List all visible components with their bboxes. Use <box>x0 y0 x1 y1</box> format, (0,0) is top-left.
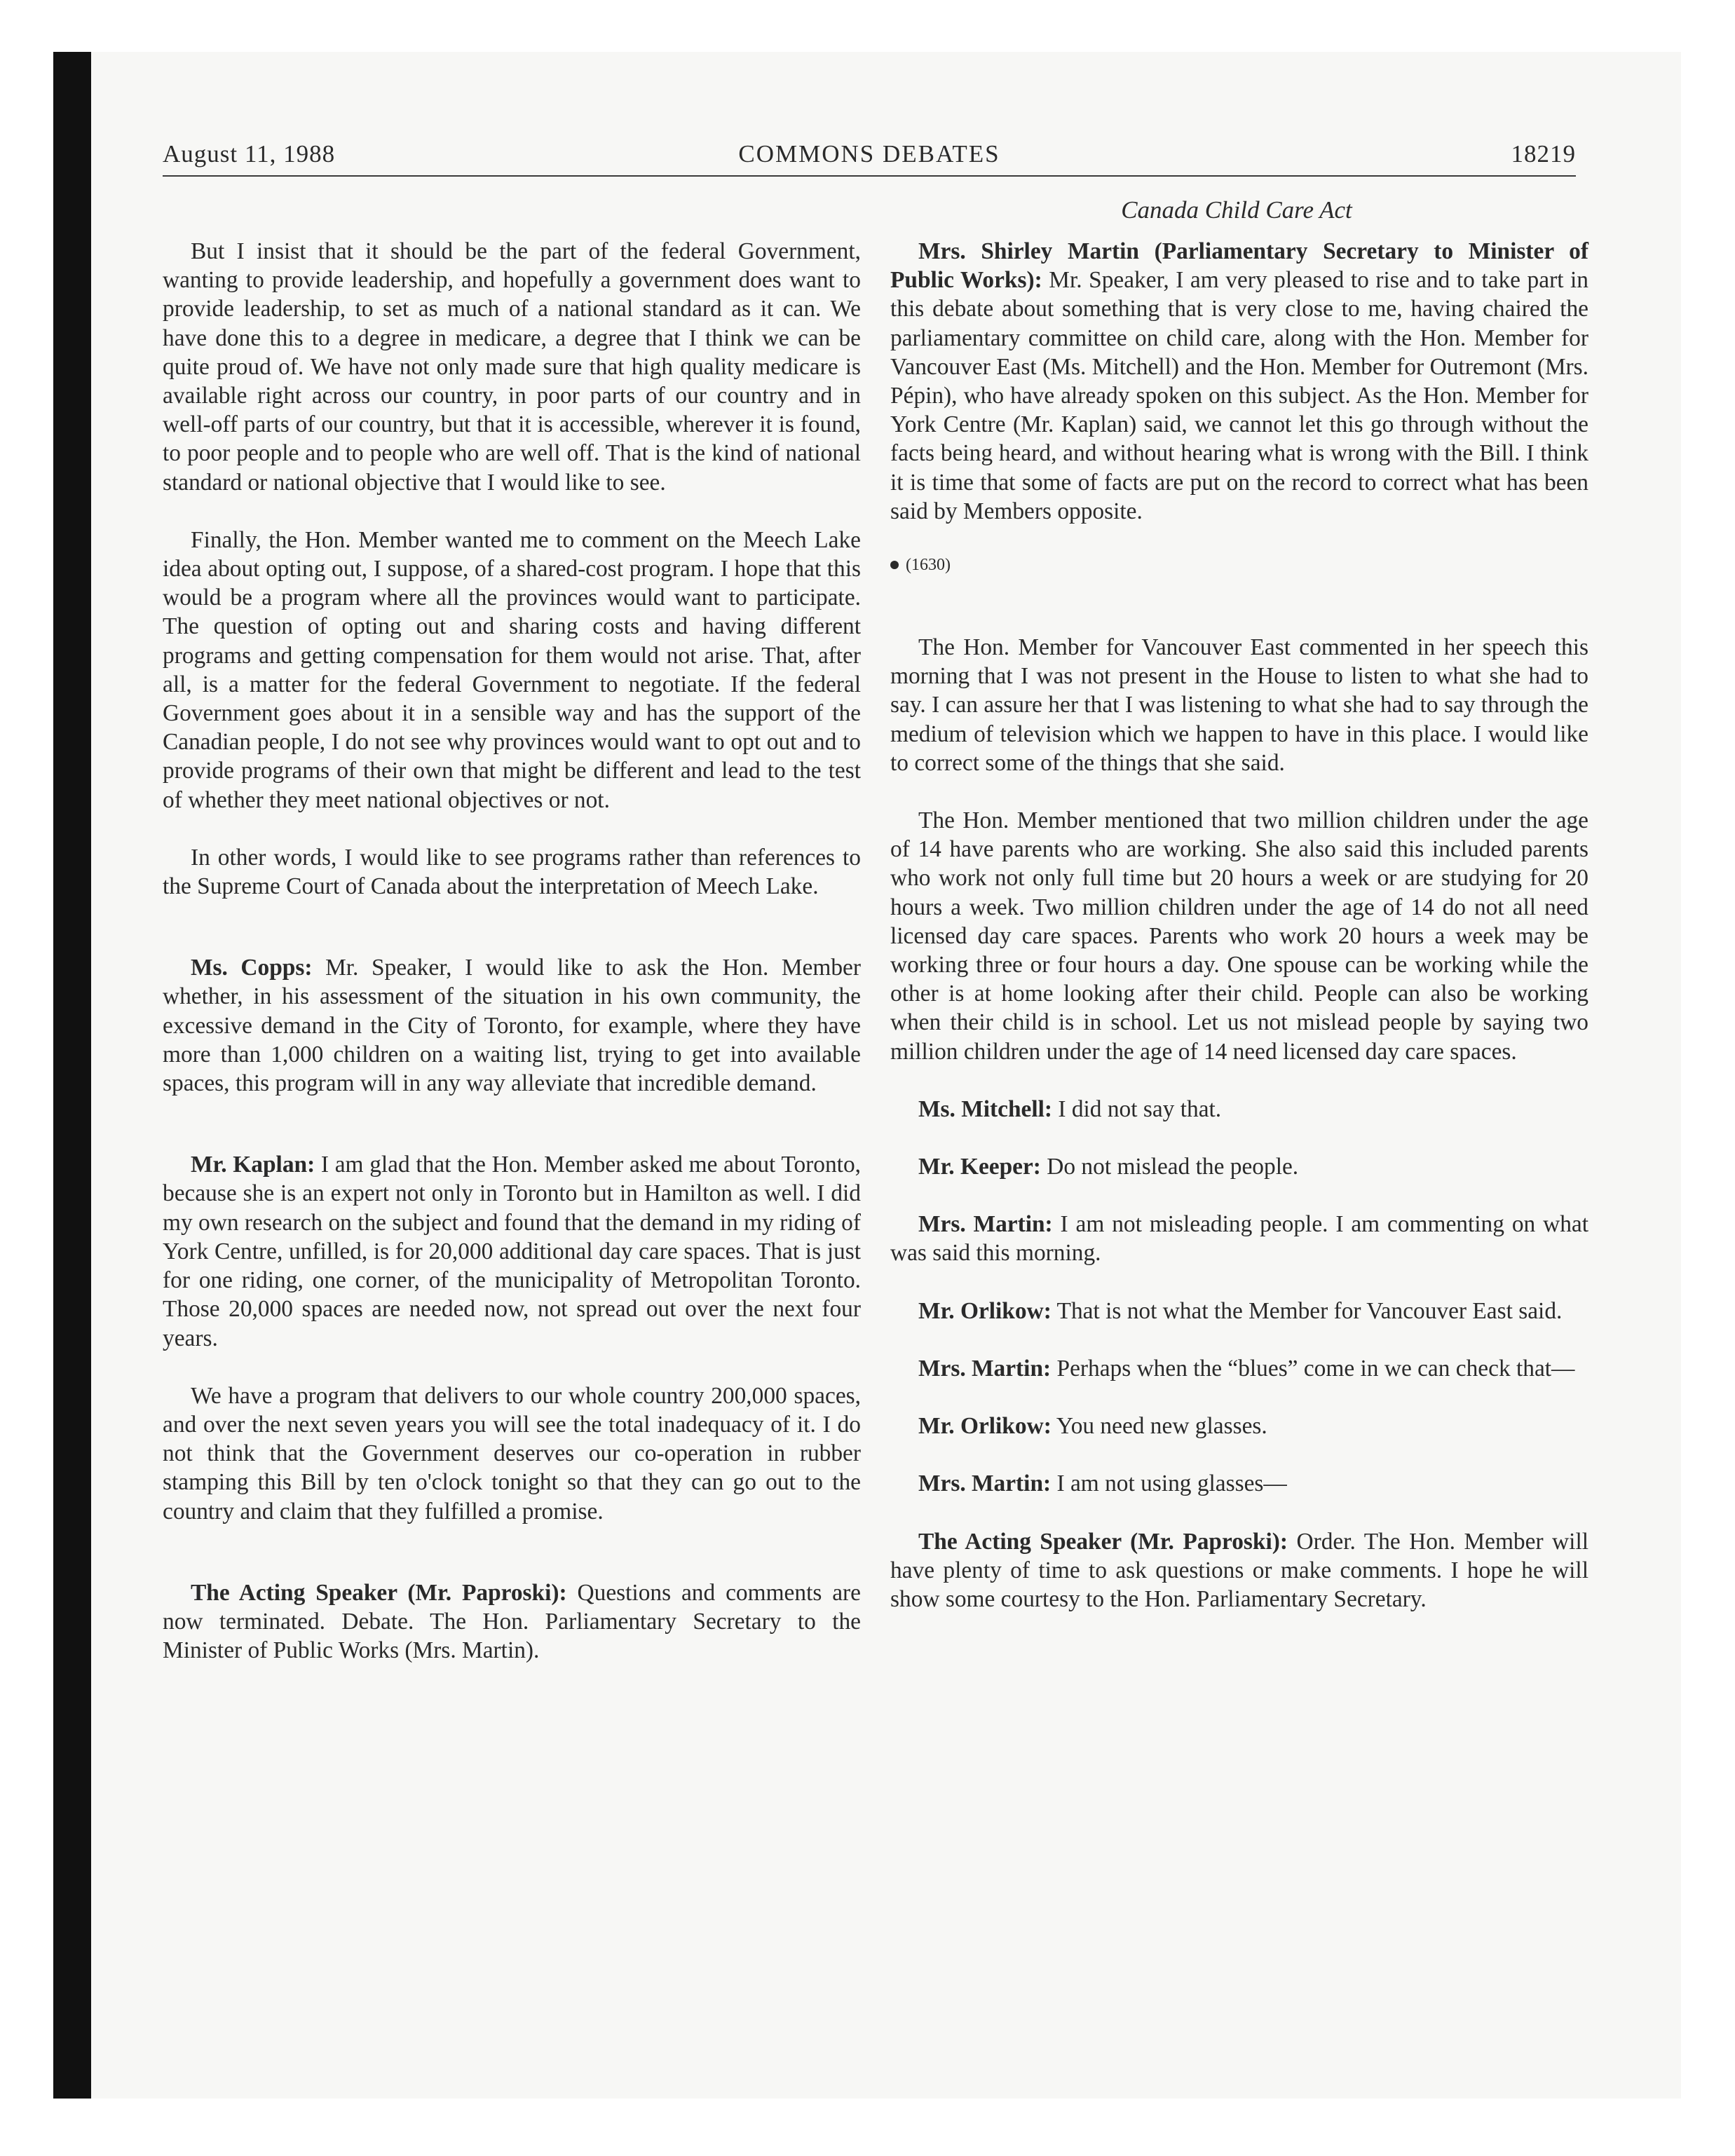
speaker-name: Mr. Orlikow: <box>918 1297 1052 1324</box>
header-date: August 11, 1988 <box>163 140 336 168</box>
speech-text: You need new glasses. <box>1051 1413 1267 1440</box>
speaker-name: The Acting Speaker (Mr. Paproski): <box>918 1528 1288 1555</box>
speaker-name: Mr. Keeper: <box>918 1154 1041 1180</box>
time-marker-label: (1630) <box>906 556 951 575</box>
speech-text: Perhaps when the “blues” come in we can check that— <box>1051 1355 1575 1381</box>
paragraph: We have a program that delivers to our whole country 200,000 spaces, and over the next seven years you will see the total inadequacy of it. I do not think that the Government deserves our co-operation in rubber stamping this Bill by ten o'clock tonight so that they can go out to the country and claim that they fulfilled a promise. <box>163 1382 861 1524</box>
speaker-name: Ms. Copps: <box>191 955 313 981</box>
right-column <box>890 237 1588 1642</box>
speech-text: Questions and comments are now terminated. Debate. The Hon. Parliamentary Secretary to the Minister of Public Works (Mrs. Martin). <box>163 1579 861 1664</box>
speech-paragraph <box>890 1412 1588 1440</box>
time-marker <box>890 554 1588 575</box>
speech-text: I did not say that. <box>1052 1096 1222 1122</box>
speech-text: Order. The Hon. Member will have plenty of time to ask questions or make comments. I hope he will show some courtesy to the Hon. Parliamentary Secretary. <box>890 1528 1588 1612</box>
speaker-name: Mrs. Shirley Martin (Parliamentary Secretary to Minister of Public Works): <box>890 238 1588 294</box>
speech-paragraph <box>163 953 861 1098</box>
left-column <box>163 237 861 1693</box>
speech-paragraph <box>890 1152 1588 1181</box>
header-rule <box>163 175 1576 177</box>
speech-text: Mr. Speaker, I am very pleased to rise and to take part in this debate about something that is very close to me, having chaired the parliamentary committee on child care, along with the Hon. Member for Vancouver East (Ms. Mitchell) and the Hon. Member for Outremont (Mrs. Pépin), who have already spoken on this subject. As the Hon. Member for York Centre (Mr. Kaplan) said, we cannot let this go through without the facts being heard, and without hearing what is wrong with the Bill. I think it is time that some of facts are put on the record to correct what has been said by Members opposite. <box>890 267 1588 524</box>
book-spine-shadow <box>53 52 91 2099</box>
header-page-number: 18219 <box>1511 140 1576 168</box>
speech-text: Do not mislead the people. <box>1040 1154 1299 1180</box>
speech-paragraph <box>890 237 1588 526</box>
speech-paragraph <box>890 1210 1588 1267</box>
speech-paragraph <box>890 1354 1588 1383</box>
speech-paragraph <box>890 1095 1588 1124</box>
running-head: Canada Child Care Act <box>1121 196 1352 224</box>
paragraph: Finally, the Hon. Member wanted me to comment on the Meech Lake idea about opting out, I suppose, of a shared-cost program. I hope that this would be a program where all the provinces would want to participate. The question of opting out and sharing costs and having different programs and getting compensation for them would not arise. That, after all, is a matter for the federal Government to negotiate. If the federal Government goes about it in a sensible way and has the support of the Canadian people, I do not see why provinces would want to opt out and to provide programs of their own that might be different and lead to the test of whether they meet national objectives or not. <box>163 526 861 813</box>
header-title: COMMONS DEBATES <box>738 140 1000 168</box>
speech-text: I am glad that the Hon. Member asked me about Toronto, because she is an expert not only in Toronto but in Hamilton as well. I did my own research on the subject and found that the demand in my riding of York Centre, unfilled, is for 20,000 additional day care spaces. That is just for one riding, one corner, of the municipality of Metropolitan Toronto. Those 20,000 spaces are needed now, not spread out over the next four years. <box>163 1152 862 1351</box>
speech-paragraph <box>890 1297 1588 1325</box>
speaker-name: Mr. Kaplan: <box>191 1152 315 1178</box>
speaker-name: Mrs. Martin: <box>918 1211 1053 1238</box>
paragraph: The Hon. Member mentioned that two million children under the age of 14 have parents who are working. She also said this included parents who work not only full time but 20 hours a week or are studying for 20 hours a week. Two million children under the age of 14 do not all need licensed day care spaces. Parents who work 20 hours a week may be working three or four hours a day. One spouse can be working while the other is at home looking after their child. People can also be working when their child is in school. Let us not mislead people by saying two million children under the age of 14 need licensed day care spaces. <box>890 807 1588 1065</box>
speech-text: That is not what the Member for Vancouver East said. <box>1051 1297 1563 1324</box>
speech-paragraph <box>163 1578 861 1665</box>
speech-text: I am not misleading people. I am commenting on what was said this morning. <box>890 1211 1588 1267</box>
paragraph: The Hon. Member for Vancouver East commented in her speech this morning that I was not present in the House to listen to what she had to say. I can assure her that I was listening to what she had to say through the medium of television which we happen to have in this place. I would like to correct some of the things that she said. <box>890 634 1588 776</box>
speech-paragraph <box>890 1469 1588 1498</box>
speaker-name: Mrs. Martin: <box>918 1471 1052 1497</box>
speaker-name: Mr. Orlikow: <box>918 1413 1052 1440</box>
speaker-name: Mrs. Martin: <box>918 1355 1052 1381</box>
page-header <box>163 140 1576 177</box>
paragraph: In other words, I would like to see programs rather than references to the Supreme Court of Canada about the interpretation of Meech Lake. <box>163 844 861 900</box>
speech-paragraph <box>163 1150 861 1352</box>
speech-text: I am not using glasses— <box>1051 1471 1287 1497</box>
paragraph: But I insist that it should be the part of the federal Government, wanting to provide leadership, and hopefully a government does want to provide leadership, to set as much of a national standard as it can. We have done this to a degree in medicare, a degree that I think we can be quite proud of. We have not only made sure that high quality medicare is available right across our country, in poor parts of our country and in well-off parts of our country, but that it is accessible, wherever it is found, to poor people and to people who are well off. That is the kind of national standard or national objective that I would like to see. <box>163 238 861 496</box>
bullet-icon <box>890 561 899 569</box>
speech-paragraph <box>890 1527 1588 1614</box>
speech-text: Mr. Speaker, I would like to ask the Hon. Member whether, in his assessment of the situation in his own community, the excessive demand in the City of Toronto, for example, where they have more than 1,000 children on a waiting list, trying to get into available spaces, this program will in any way alleviate that incredible demand. <box>163 955 861 1097</box>
speaker-name: Ms. Mitchell: <box>918 1096 1053 1122</box>
speaker-name: The Acting Speaker (Mr. Paproski): <box>191 1579 567 1606</box>
